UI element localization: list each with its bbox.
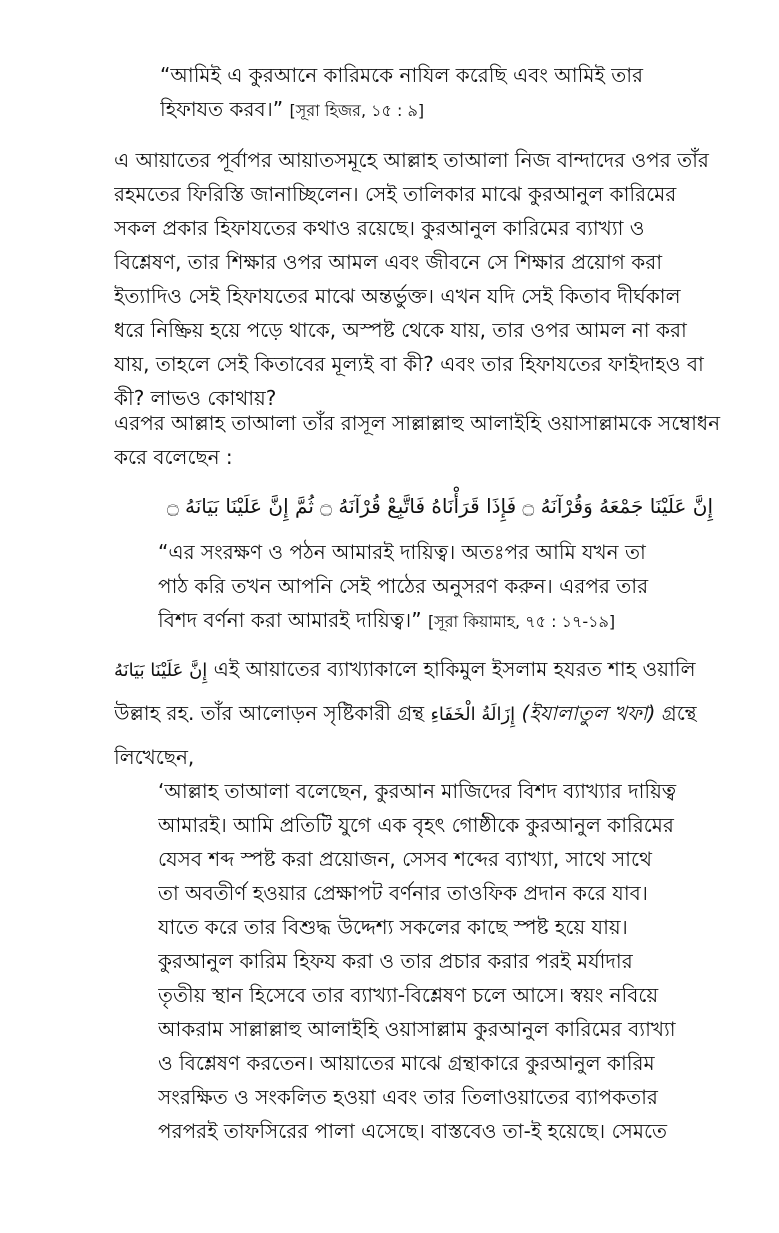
quote-qiyamah bbox=[158, 535, 728, 639]
text-line bbox=[114, 648, 754, 692]
arabic-verse: إِنَّ عَلَيْنَا جَمْعَهُ وَقُرْآنَهُ ۝ فَإِذَا قَرَأْنَاهُ فَاتَّبِعْ قُرْآنَهُ ۝ ثُمَّ إِنَّ عَلَيْنَا بَيَانَهُ ۝ bbox=[166, 494, 714, 518]
quote-shah-waliullah bbox=[158, 774, 728, 1148]
text-line: এরপর আল্লাহ তাআলা তাঁর রাসূল সাল্লাল্লাহু আলাইহি ওয়াসাল্লামকে সম্বোধন bbox=[114, 411, 721, 435]
quote-line: “আমিই এ কুরআনে কারিমকে নাযিল করেছি এবং আমিই তার bbox=[160, 63, 644, 87]
quote-line: পরপরই তাফসিরের পালা এসেছে। বাস্তবেও তা-ই হয়েছে। সেমতে bbox=[158, 1119, 668, 1143]
quote-line bbox=[160, 92, 720, 128]
text-line: এ আয়াতের পূর্বাপর আয়াতসমূহে আল্লাহ তাআলা নিজ বান্দাদের ওপর তাঁর bbox=[114, 148, 709, 172]
quote-line: ‘আল্লাহ তাআলা বলেছেন, কুরআন মাজিদের বিশদ ব্যাখ্যার দায়িত্ব bbox=[158, 779, 677, 803]
paragraph-commentary bbox=[114, 648, 754, 778]
quote-hijr bbox=[160, 58, 720, 128]
text-fragment: গ্রন্থে bbox=[661, 701, 697, 725]
quote-line: তৃতীয় স্থান হিসেবে তার ব্যাখ্যা-বিশ্লেষণ চলে আসে। স্বয়ং নবিয়ে bbox=[158, 983, 659, 1007]
quote-line: সংরক্ষিত ও সংকলিত হওয়া এবং তার তিলাওয়াতের ব্যাপকতার bbox=[158, 1085, 658, 1109]
text-line: লিখেছেন, bbox=[114, 745, 195, 769]
text-line: ইত্যাদিও সেই হিফাযতের মাঝে অন্তর্ভুক্ত। এখন যদি সেই কিতাব দীর্ঘকাল bbox=[114, 284, 681, 308]
surah-reference: [সূরা হিজর, ১৫ : ৯] bbox=[289, 101, 425, 120]
text-line: কী? লাভও কোথায়? bbox=[114, 386, 277, 410]
text-line: যায়, তাহলে সেই কিতাবের মূল্যই বা কী? এবং তার হিফাযতের ফাইদাহও বা bbox=[114, 352, 704, 376]
book-title-bengali: (ইযালাতুল খফা) bbox=[521, 701, 656, 725]
text-line: ধরে নিষ্ক্রিয় হয়ে পড়ে থাকে, অস্পষ্ট থেকে যায়, তার ওপর আমল না করা bbox=[114, 318, 687, 342]
surah-reference: [সূরা কিয়ামাহ, ৭৫ : ১৭-১৯] bbox=[427, 612, 616, 631]
text-fragment: উল্লাহ রহ. তাঁর আলোড়ন সৃষ্টিকারী গ্রন্থ bbox=[114, 701, 425, 725]
text-line bbox=[114, 692, 754, 736]
arabic-inline-verse: إِنَّ عَلَيْنَا بَيَانَهُ bbox=[114, 660, 208, 681]
text-fragment: এই আয়াতের ব্যাখ্যাকালে হাকিমুল ইসলাম হযরত শাহ ওয়ালি bbox=[213, 657, 696, 681]
quote-line: আকরাম সাল্লাল্লাহু আলাইহি ওয়াসাল্লাম কুরআনুল কারিমের ব্যাখ্যা bbox=[158, 1017, 676, 1041]
text-line: করে বলেছেন : bbox=[114, 445, 233, 469]
quote-line: তা অবতীর্ণ হওয়ার প্রেক্ষাপট বর্ণনার তাওফিক প্রদান করে যাব। bbox=[158, 881, 648, 905]
quote-line: পাঠ করি তখন আপনি সেই পাঠের অনুসরণ করুন। এরপর তার bbox=[158, 574, 649, 598]
quote-line: কুরআনুল কারিম হিফয করা ও তার প্রচার করার পরই মর্যাদার bbox=[158, 949, 633, 973]
quote-text: হিফাযত করব।” bbox=[160, 97, 284, 121]
quote-line: যাতে করে তার বিশুদ্ধ উদ্দেশ্য সকলের কাছে স্পষ্ট হয়ে যায়। bbox=[158, 915, 628, 939]
quote-line bbox=[158, 603, 728, 639]
quote-text: বিশদ বর্ণনা করা আমারই দায়িত্ব।” bbox=[158, 608, 422, 632]
paragraph-address bbox=[114, 406, 754, 474]
paragraph-context bbox=[114, 143, 754, 415]
book-title-arabic: إِزَالَةُ الْخَفَاءِ bbox=[430, 704, 516, 725]
quote-line: “এর সংরক্ষণ ও পঠন আমারই দায়িত্ব। অতঃপর আমি যখন তা bbox=[158, 540, 646, 564]
text-line: রহমতের ফিরিস্তি জানাচ্ছিলেন। সেই তালিকার মাঝে কুরআনুল কারিমের bbox=[114, 182, 677, 206]
text-line: বিশ্লেষণ, তার শিক্ষার ওপর আমল এবং জীবনে সে শিক্ষার প্রয়োগ করা bbox=[114, 250, 663, 274]
quote-line: আমারই। আমি প্রতিটি যুগে এক বৃহৎ গোষ্ঠীকে কুরআনুল কারিমের bbox=[158, 813, 674, 837]
quote-line: ও বিশ্লেষণ করতেন। আয়াতের মাঝে গ্রন্থাকারে কুরআনুল কারিম bbox=[158, 1051, 655, 1075]
quote-line: যেসব শব্দ স্পষ্ট করা প্রয়োজন, সেসব শব্দের ব্যাখ্যা, সাথে সাথে bbox=[158, 847, 652, 871]
text-line: সকল প্রকার হিফাযতের কথাও রয়েছে। কুরআনুল কারিমের ব্যাখ্যা ও bbox=[114, 216, 645, 240]
